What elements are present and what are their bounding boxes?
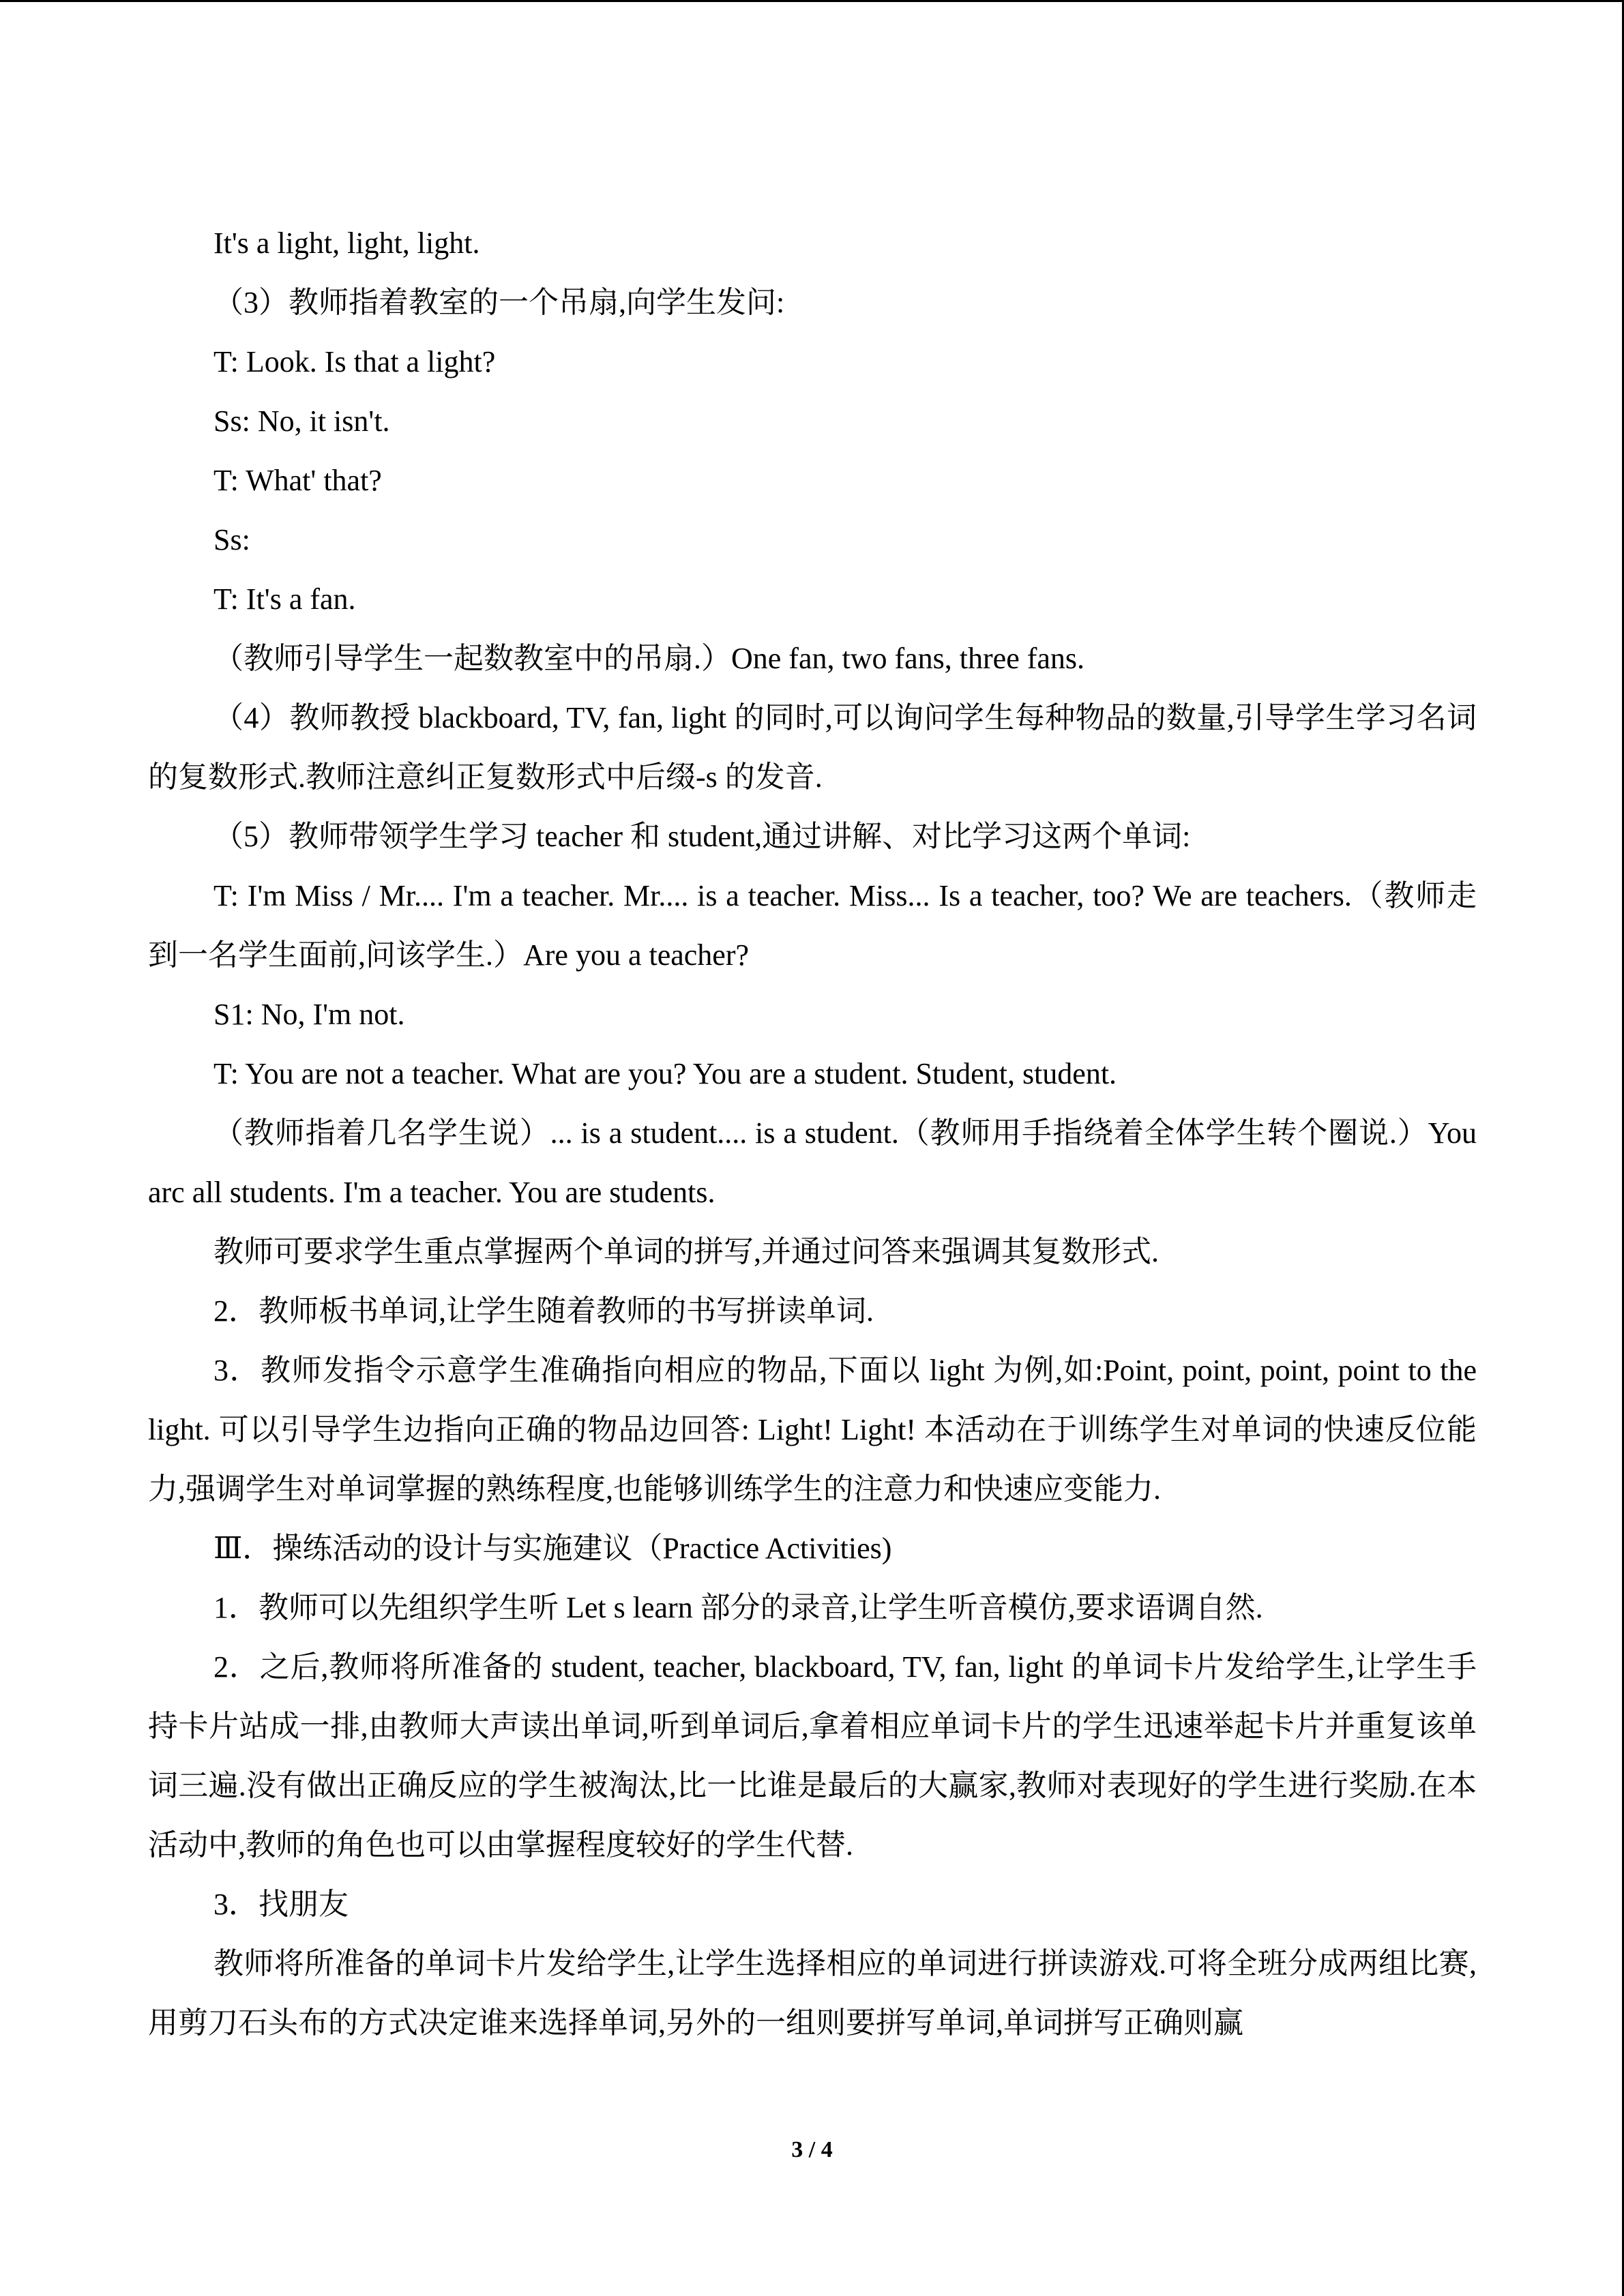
paragraph: S1: No, I'm not. [213, 998, 405, 1031]
paragraph: （教师引导学生一起数教室中的吊扇.）One fan, two fans, three fans. [213, 642, 1085, 675]
paragraph: （5）教师带领学生学习 teacher 和 student,通过讲解、对比学习这两个单词: [213, 820, 1191, 853]
page-number: 3 / 4 [791, 2137, 833, 2162]
paragraph: Ss: No, it isn't. [213, 404, 390, 438]
paragraph: 1．教师可以先组织学生听 Let s learn 部分的录音,让学生听音模仿,要求语调自然. [213, 1591, 1263, 1624]
paragraph: T: You are not a teacher. What are you? You are a student. Student, student. [213, 1057, 1117, 1090]
paragraph: （4）教师教授 blackboard, TV, fan, light 的同时,可以询问学生每种物品的数量,引导学生学习名词的复数形式.教师注意纠正复数形式中后缀-s 的发音. [148, 701, 1477, 794]
paragraph: Ss: [213, 523, 250, 556]
paragraph: It's a light, light, light. [213, 226, 480, 260]
paragraph: （教师指着几名学生说）... is a student.... is a student.（教师用手指绕着全体学生转个圈说.）You arc all students. I'm a teacher. You are students. [148, 1116, 1477, 1209]
paragraph: T: I'm Miss / Mr.... I'm a teacher. Mr.... is a teacher. Miss... Is a teacher, too? We are teachers.（教师走到一名学生面前,问该学生.）Are you a teacher? [148, 879, 1477, 972]
paragraph: （3）教师指着教室的一个吊扇,向学生发问: [213, 286, 785, 319]
subheading: 3．找朋友 [213, 1888, 349, 1921]
paragraph: 3．教师发指令示意学生准确指向相应的物品,下面以 light 为例,如:Point, point, point, point to the light. 可以引导学生边指向正确的物品边回答: Light! Light! 本活动在于训练学生对单词的快速反位能力,强调学生对单词掌握的熟练程度,也能够训练学生的注意力和快速应变能力. [148, 1354, 1477, 1506]
paragraph: 2．教师板书单词,让学生随着教师的书写拼读单词. [213, 1294, 874, 1328]
document-body [148, 213, 1477, 2053]
paragraph: T: Look. Is that a light? [213, 345, 496, 378]
section-heading: Ⅲ．操练活动的设计与实施建议（Practice Activities) [213, 1532, 892, 1565]
paragraph: T: It's a fan. [213, 582, 356, 616]
paragraph: 2．之后,教师将所准备的 student, teacher, blackboard, TV, fan, light 的单词卡片发给学生,让学生手持卡片站成一排,由教师大声读出单词,听到单词后,拿着相应单词卡片的学生迅速举起卡片并重复该单词三遍.没有做出正确反应的学生被淘汰,比一比谁是最后的大赢家,教师对表现好的学生进行奖励.在本活动中,教师的角色也可以由掌握程度较好的学生代替. [148, 1650, 1477, 1862]
paragraph: 教师可要求学生重点掌握两个单词的拼写,并通过问答来强调其复数形式. [213, 1235, 1159, 1268]
paragraph: T: What' that? [213, 464, 382, 497]
paragraph: 教师将所准备的单词卡片发给学生,让学生选择相应的单词进行拼读游戏.可将全班分成两组比赛,用剪刀石头布的方式决定谁来选择单词,另外的一组则要拼写单词,单词拼写正确则赢 [148, 1947, 1477, 2040]
